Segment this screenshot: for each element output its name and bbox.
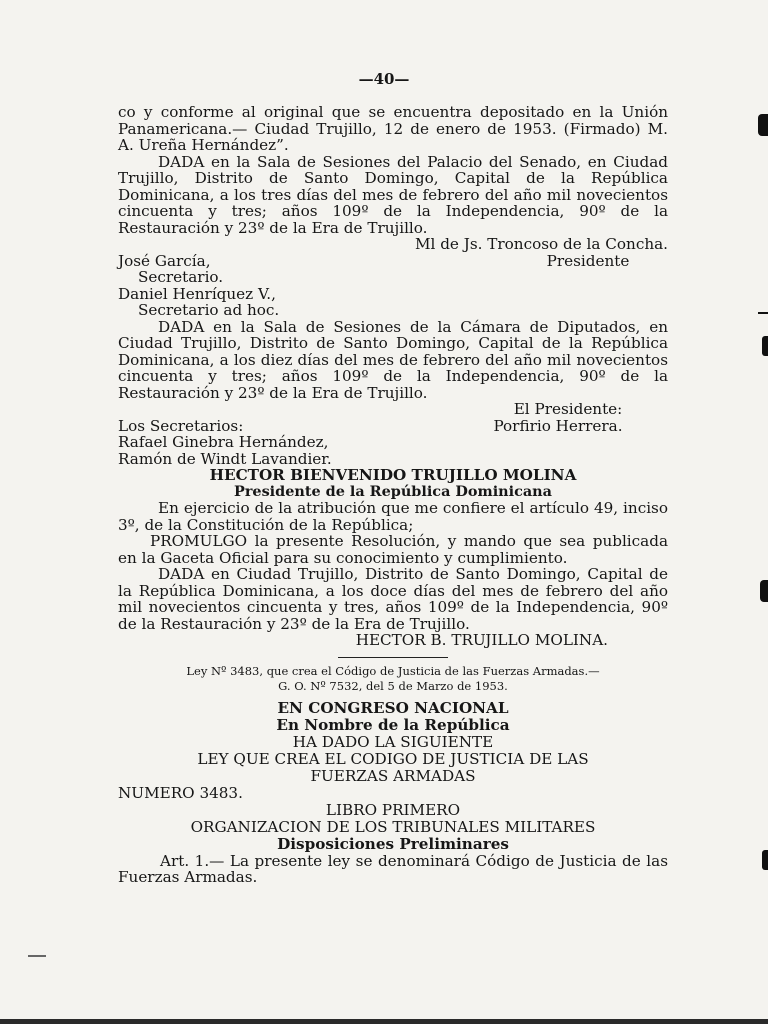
scan-mark-4 <box>760 580 768 602</box>
chamber-signature-row <box>118 418 668 435</box>
scan-mark-6 <box>28 955 46 957</box>
senate-president-name: Ml de Js. Troncoso de la Concha. <box>414 235 668 253</box>
signature: HECTOR B. TRUJILLO MOLINA. <box>355 631 608 649</box>
chamber-president-label: El Presidente: <box>513 400 623 418</box>
preliminary-title: Disposiciones Preliminares <box>277 834 509 853</box>
paragraph-chamber-dada: DADA en la Sala de Sesiones de la Cámara de Diputados, en Ciudad Trujillo, Distrito de Santo Domingo, Capital de la República Dominicana, a los diez días del mes de febrero del año mil novecientos cincuenta y tres; años 109º de la Independencia, 90º de la Restauración y 23º de la Era de Trujillo. <box>118 317 668 402</box>
chamber-president-name: Porfirio Herrera. <box>493 416 623 435</box>
scan-mark-5 <box>762 850 768 870</box>
paragraph-executive-dada: DADA en Ciudad Trujillo, Distrito de Santo Domingo, Capital de la República Dominicana, a los doce días del mes de febrero del año mil novecientos cincuenta y tres, años 109º de la Independencia, 90º de la Restauración y 23º de la Era de Trujillo. <box>118 565 668 633</box>
article-1: Art. 1.— La presente ley se denominará Código de Justicia de las Fuerzas Armadas. <box>118 851 668 886</box>
heading-president-title: Presidente de la República Dominicana <box>234 482 552 500</box>
chamber-label-row <box>118 401 668 418</box>
number-line: NUMERO 3483. <box>118 783 243 802</box>
senate-secretary1-name: José García, <box>118 251 211 270</box>
congress-subheading: En Nombre de la República <box>276 715 510 734</box>
senate-secretary2-name: Daniel Henríquez V., <box>118 284 276 303</box>
law-headings <box>118 700 668 853</box>
law-reference-line2: G. O. Nº 7532, del 5 de Marzo de 1953. <box>278 678 508 693</box>
senate-president-title: Presidente <box>546 251 630 270</box>
senate-secretary2-title: Secretario ad hoc. <box>138 301 280 319</box>
law-title-line1: LEY QUE CREA EL CODIGO DE JUSTICIA DE LAS <box>197 749 589 768</box>
law-reference-line1: Ley Nº 3483, que crea el Código de Justicia de las Fuerzas Armadas.— <box>186 663 600 678</box>
text-block-top <box>118 104 668 886</box>
separator-rule <box>338 657 448 658</box>
paragraph-promulgo: PROMULGO la presente Resolución, y mando que sea publicada en la Gaceta Oficial para su conocimiento y cumplimiento. <box>118 532 668 567</box>
book-title: LIBRO PRIMERO <box>325 800 461 819</box>
organization-title: ORGANIZACION DE LOS TRIBUNALES MILITARES <box>190 817 596 836</box>
page-number: —40— <box>358 70 410 88</box>
paragraph-senate-dada: DADA en la Sala de Sesiones del Palacio del Senado, en Ciudad Trujillo, Distrito de Santo Domingo, Capital de la República Dominicana, a los tres días del mes de febrero del año mil novecientos cincuenta y tres; años 109º de la Independencia, 90º de la Restauración y 23º de la Era de Trujillo. <box>118 152 668 237</box>
paragraph-certification: co y conforme al original que se encuentra depositado en la Unión Panamericana.— Ciudad Trujillo, 12 de enero de 1953. (Firmado) M. A. Ureña Hernández”. <box>118 103 668 154</box>
dado-line: HA DADO LA SIGUIENTE <box>292 732 494 751</box>
senate-secretary1-title: Secretario. <box>138 268 224 286</box>
congress-heading: EN CONGRESO NACIONAL <box>277 698 509 717</box>
scan-mark-3 <box>758 312 768 314</box>
scan-mark-1 <box>758 114 768 136</box>
paragraph-attribution: En ejercicio de la atribución que me confiere el artículo 49, inciso 3º, de la Constitución de la República; <box>118 499 668 534</box>
chamber-secretary2: Ramón de Windt Lavandier. <box>118 449 332 468</box>
scan-mark-2 <box>762 336 768 356</box>
chamber-secretaries-label: Los Secretarios: <box>118 416 244 435</box>
senate-signature-row <box>118 253 668 270</box>
law-title-line2: FUERZAS ARMADAS <box>310 766 476 785</box>
chamber-secretary1: Rafael Ginebra Hernández, <box>118 433 329 451</box>
heading-president-name: HECTOR BIENVENIDO TRUJILLO MOLINA <box>209 466 577 484</box>
scan-edge-bar <box>0 1019 768 1024</box>
